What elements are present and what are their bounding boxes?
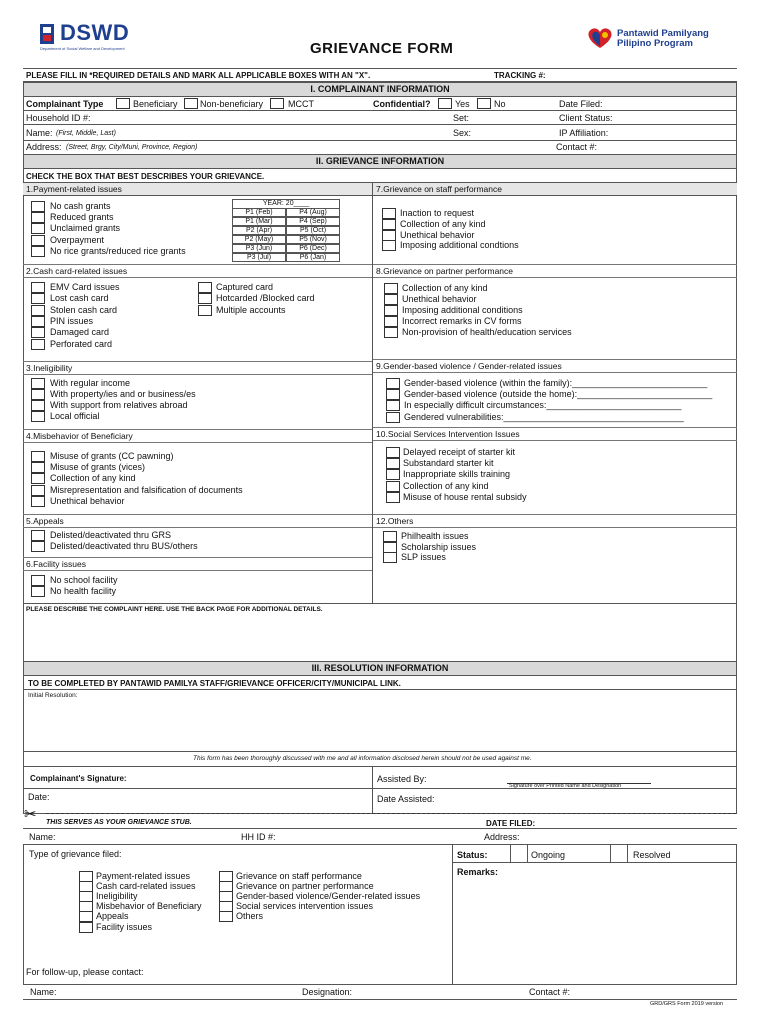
cat10-header: 10.Social Services Intervention Issues bbox=[373, 427, 737, 441]
cat8-checkbox-1[interactable] bbox=[384, 283, 398, 294]
name-hint: (First, Middle, Last) bbox=[56, 130, 116, 137]
cat12-label-2: Scholarship issues bbox=[401, 541, 477, 552]
form-version: GRD/GRS Form 2019 version bbox=[650, 1001, 724, 1007]
stub-remarks-label: Remarks: bbox=[457, 867, 499, 877]
cat1-label-2: Reduced grants bbox=[50, 212, 114, 223]
cat2-checkbox-4[interactable] bbox=[31, 316, 45, 327]
cat7-checkbox-2[interactable] bbox=[382, 219, 396, 230]
dswd-seal-icon bbox=[38, 22, 58, 48]
address-hint: (Street, Brgy, City/Muni, Province, Region) bbox=[66, 144, 198, 151]
cat10-label-5: Misuse of house rental subsidy bbox=[403, 491, 527, 502]
cat10-checkbox-5[interactable] bbox=[386, 492, 400, 503]
cat2-checkbox-2[interactable] bbox=[31, 293, 45, 304]
cat8-checkbox-3[interactable] bbox=[384, 305, 398, 316]
cat12-checkbox-1[interactable] bbox=[383, 531, 397, 542]
cat5-checkbox-1[interactable] bbox=[31, 530, 45, 541]
ip-affiliation-label: IP Affiliation: bbox=[559, 128, 609, 138]
complainant-type-label: Complainant Type bbox=[26, 99, 104, 109]
cat4-checkbox-4[interactable] bbox=[31, 485, 45, 496]
cat10-checkbox-3[interactable] bbox=[386, 469, 400, 480]
cat4-header: 4.Misbehavior of Beneficiary bbox=[23, 429, 372, 443]
cat3-checkbox-2[interactable] bbox=[31, 389, 45, 400]
cat1-header: 1.Payment-related issues bbox=[23, 182, 372, 196]
cat5-label-2: Delisted/deactivated thru BUS/others bbox=[50, 541, 198, 552]
stub-address-label: Address: bbox=[484, 832, 520, 842]
cat8-header: 8.Grievance on partner performance bbox=[373, 264, 737, 278]
cat6-label-2: No health facility bbox=[50, 586, 117, 597]
initial-resolution-area[interactable] bbox=[24, 700, 736, 750]
cat4-label-4: Misrepresentation and falsification of documents bbox=[50, 484, 243, 495]
cat2-checkbox-3[interactable] bbox=[31, 305, 45, 316]
cat3-checkbox-4[interactable] bbox=[31, 411, 45, 422]
cat10-checkbox-1[interactable] bbox=[386, 447, 400, 458]
describe-instruction: PLEASE DESCRIBE THE COMPLAINT HERE. USE THE BACK PAGE FOR ADDITIONAL DETAILS. bbox=[26, 606, 323, 613]
dswd-logo-text: DSWD bbox=[60, 20, 130, 45]
year-label: YEAR: 20____ bbox=[232, 199, 340, 209]
confidential-no-label: No bbox=[494, 99, 506, 109]
cat8-label-3: Imposing additional conditions bbox=[402, 305, 523, 316]
period-cell[interactable]: P6 (Jan) bbox=[286, 253, 340, 262]
beneficiary-checkbox[interactable] bbox=[116, 98, 130, 109]
cat12-label-3: SLP issues bbox=[401, 552, 446, 563]
status-resolved-checkbox[interactable] bbox=[611, 845, 626, 861]
program-name-line1: Pantawid Pamilyang bbox=[617, 28, 709, 39]
cat3-label-3: With support from relatives abroad bbox=[50, 400, 188, 411]
cat4-label-1: Misuse of grants (CC pawning) bbox=[50, 451, 174, 461]
cat9-label-4: Gendered vulnerabilities:____________________________________ bbox=[404, 411, 684, 422]
cat2-label-5: Damaged card bbox=[50, 327, 110, 338]
cat8-label-2: Unethical behavior bbox=[402, 294, 477, 305]
cat12-label-1: Philhealth issues bbox=[401, 531, 469, 541]
section2-header: II. GRIEVANCE INFORMATION bbox=[23, 154, 737, 169]
cat2b-checkbox-1[interactable] bbox=[198, 282, 212, 293]
stub-type-a-label-1: Payment-related issues bbox=[96, 871, 191, 881]
cat2b-checkbox-3[interactable] bbox=[198, 305, 212, 316]
assisted-by-label: Assisted By: bbox=[377, 774, 427, 784]
cat5-checkbox-2[interactable] bbox=[31, 541, 45, 552]
cat9-label-3: In especially difficult circumstances:___________________________ bbox=[404, 400, 682, 411]
cat7-label-2: Collection of any kind bbox=[400, 218, 486, 229]
disclaimer-text: This form has been thoroughly discussed with me and all information disclosed herein should not be used against me. bbox=[193, 755, 532, 762]
cat2-checkbox-1[interactable] bbox=[31, 282, 45, 293]
cat12-checkbox-2[interactable] bbox=[383, 542, 397, 553]
follow-up-designation-label: Designation: bbox=[302, 987, 353, 997]
cat1-checkbox-1[interactable] bbox=[31, 201, 45, 212]
cat2b-label-3: Multiple accounts bbox=[216, 304, 286, 315]
cat12-checkbox-3[interactable] bbox=[383, 552, 397, 563]
cat2-label-6: Perforated card bbox=[50, 338, 113, 349]
cat5-label-1: Delisted/deactivated thru GRS bbox=[50, 530, 172, 540]
cat7-label-4: Imposing additional condtions bbox=[400, 240, 519, 251]
stub-type-b-label-3: Gender-based violence/Gender-related issues bbox=[236, 891, 421, 902]
sex-label: Sex: bbox=[453, 128, 472, 138]
cat10-checkbox-4[interactable] bbox=[386, 481, 400, 492]
cat1-checkbox-5[interactable] bbox=[31, 246, 45, 257]
period-cell[interactable]: P5 (Nov) bbox=[286, 235, 340, 244]
stub-type-label: Type of grievance filed: bbox=[29, 849, 122, 859]
non-beneficiary-checkbox[interactable] bbox=[184, 98, 198, 109]
cat7-header: 7.Grievance on staff performance bbox=[373, 182, 737, 196]
cat4-checkbox-5[interactable] bbox=[31, 496, 45, 507]
beneficiary-label: Beneficiary bbox=[133, 99, 178, 109]
cat9-header: 9.Gender-based violence / Gender-related issues bbox=[373, 359, 737, 373]
cat4-label-2: Misuse of grants (vices) bbox=[50, 462, 146, 473]
stub-type-b-label-5: Others bbox=[236, 911, 264, 922]
cat2-label-4: PIN issues bbox=[50, 315, 94, 326]
confidential-label: Confidential? bbox=[373, 99, 431, 109]
cat2-checkbox-5[interactable] bbox=[31, 327, 45, 338]
cat10-label-3: Inappropriate skills training bbox=[403, 469, 511, 480]
name-label: Name: bbox=[26, 128, 53, 138]
status-ongoing-label: Ongoing bbox=[531, 850, 566, 860]
cat3-checkbox-1[interactable] bbox=[31, 378, 45, 389]
confidential-no-checkbox[interactable] bbox=[477, 98, 491, 109]
follow-up-name-label: Name: bbox=[30, 987, 57, 997]
stub-type-a-label-5: Appeals bbox=[96, 911, 129, 922]
mcct-label: MCCT bbox=[288, 99, 314, 109]
cat1-label-3: Unclaimed grants bbox=[50, 223, 121, 234]
cat1-checkbox-3[interactable] bbox=[31, 223, 45, 234]
stub-type-a-label-2: Cash card-related issues bbox=[96, 881, 196, 892]
cat5-header: 5.Appeals bbox=[23, 514, 372, 528]
cat10-label-2: Substandard starter kit bbox=[403, 458, 494, 469]
section1-header: I. COMPLAINANT INFORMATION bbox=[23, 82, 737, 97]
signature-caption: Signature over Printed Name and Designation bbox=[509, 783, 622, 789]
cat2-label-3: Stolen cash card bbox=[50, 304, 118, 315]
cat8-label-1: Collection of any kind bbox=[402, 283, 488, 293]
cat7-label-3: Unethical behavior bbox=[400, 229, 475, 240]
follow-up-contact-label: Contact #: bbox=[529, 987, 571, 997]
scissors-icon: ✂ bbox=[24, 805, 37, 823]
stub-type-a-checkbox-6[interactable] bbox=[79, 922, 93, 933]
cat10-label-1: Delayed receipt of starter kit bbox=[403, 447, 516, 457]
cat9-label-1: Gender-based violence (within the family):___________________________ bbox=[404, 378, 708, 388]
cat9-checkbox-4[interactable] bbox=[386, 412, 400, 423]
cat9-checkbox-2[interactable] bbox=[386, 389, 400, 400]
cat2b-checkbox-2[interactable] bbox=[198, 293, 212, 304]
cat6-header: 6.Facility issues bbox=[23, 557, 372, 571]
stub-type-b-checkbox-5[interactable] bbox=[219, 911, 233, 922]
cat8-checkbox-4[interactable] bbox=[384, 316, 398, 327]
section3-header: III. RESOLUTION INFORMATION bbox=[23, 661, 737, 676]
complainant-signature-label: Complainant's Signature: bbox=[30, 774, 127, 783]
cat4-checkbox-3[interactable] bbox=[31, 473, 45, 484]
cat2-label-1: EMV Card issues bbox=[50, 282, 120, 292]
cat9-label-2: Gender-based violence (outside the home):___________________________ bbox=[404, 389, 713, 400]
instruction-text: PLEASE FILL IN *REQUIRED DETAILS AND MARK ALL APPLICABLE BOXES WITH AN "X". bbox=[26, 71, 371, 80]
contact-label: Contact #: bbox=[556, 142, 598, 152]
cat3-label-4: Local official bbox=[50, 411, 100, 422]
cat2-label-2: Lost cash card bbox=[50, 293, 109, 304]
set-label: Set: bbox=[453, 113, 470, 123]
mcct-checkbox[interactable] bbox=[270, 98, 284, 109]
status-resolved-label: Resolved bbox=[633, 850, 671, 860]
period-cell[interactable]: P1 (Mar) bbox=[232, 217, 286, 226]
confidential-yes-checkbox[interactable] bbox=[438, 98, 452, 109]
cat1-checkbox-4[interactable] bbox=[31, 235, 45, 246]
stub-title: THIS SERVES AS YOUR GRIEVANCE STUB. bbox=[46, 819, 192, 826]
stub-type-b-label-2: Grievance on partner performance bbox=[236, 881, 374, 892]
cat8-checkbox-5[interactable] bbox=[384, 327, 398, 338]
stub-date-filed-label: DATE FILED: bbox=[486, 819, 536, 828]
period-cell[interactable]: P4 (Aug) bbox=[286, 208, 340, 217]
cat1-label-5: No rice grants/reduced rice grants bbox=[50, 245, 186, 256]
cat8-label-4: Incorrect remarks in CV forms bbox=[402, 316, 522, 327]
cat7-checkbox-3[interactable] bbox=[382, 230, 396, 241]
cat2b-label-2: Hotcarded /Blocked card bbox=[216, 293, 315, 304]
page-title: GRIEVANCE FORM bbox=[310, 40, 454, 57]
cat2b-label-1: Captured card bbox=[216, 282, 274, 292]
dswd-logo-sub: Department of Social Welfare and Development bbox=[40, 46, 125, 51]
non-beneficiary-label: Non-beneficiary bbox=[200, 99, 264, 109]
stub-status-label: Status: bbox=[457, 850, 488, 860]
cat3-checkbox-3[interactable] bbox=[31, 400, 45, 411]
stub-type-b-label-4: Social services intervention issues bbox=[236, 901, 374, 912]
period-cell[interactable]: P6 (Dec) bbox=[286, 244, 340, 253]
date-assisted-label: Date Assisted: bbox=[377, 794, 435, 804]
period-cell[interactable]: P5 (Oct) bbox=[286, 226, 340, 235]
address-label: Address: bbox=[26, 142, 62, 152]
cat10-checkbox-2[interactable] bbox=[386, 458, 400, 469]
follow-up-label: For follow-up, please contact: bbox=[26, 967, 144, 977]
period-cell[interactable]: P1 (Feb) bbox=[232, 208, 286, 217]
period-cell[interactable]: P2 (May) bbox=[232, 235, 286, 244]
cat9-checkbox-3[interactable] bbox=[386, 400, 400, 411]
tracking-label: TRACKING #: bbox=[494, 71, 546, 80]
cat7-label-1: Inaction to request bbox=[400, 208, 475, 218]
cat12-header: 12.Others bbox=[373, 514, 737, 528]
cat1-label-4: Overpayment bbox=[50, 234, 105, 245]
cat4-checkbox-1[interactable] bbox=[31, 451, 45, 462]
date-filed-label: Date Filed: bbox=[559, 99, 603, 109]
cat1-label-1: No cash grants bbox=[50, 201, 111, 211]
program-name-line2: Pilipino Program bbox=[617, 38, 694, 49]
status-ongoing-checkbox[interactable] bbox=[511, 845, 526, 861]
cat8-checkbox-2[interactable] bbox=[384, 294, 398, 305]
stub-type-a-label-6: Facility issues bbox=[96, 921, 153, 932]
period-cell[interactable]: P3 (Jun) bbox=[232, 244, 286, 253]
cat3-label-1: With regular income bbox=[50, 378, 131, 388]
cat2-header: 2.Cash card-related issues bbox=[23, 264, 372, 278]
cat8-label-5: Non-provision of health/education services bbox=[402, 327, 572, 338]
cat7-checkbox-1[interactable] bbox=[382, 208, 396, 219]
confidential-yes-label: Yes bbox=[455, 99, 470, 109]
period-cell[interactable]: P3 (Jul) bbox=[232, 253, 286, 262]
check-instruction: CHECK THE BOX THAT BEST DESCRIBES YOUR GRIEVANCE. bbox=[26, 172, 265, 181]
completed-by-text: TO BE COMPLETED BY PANTAWID PAMILYA STAFF/GRIEVANCE OFFICER/CITY/MUNICIPAL LINK. bbox=[28, 679, 401, 688]
complaint-description-area[interactable] bbox=[24, 614, 736, 660]
stub-hh-id-label: HH ID #: bbox=[241, 832, 276, 842]
cat9-checkbox-1[interactable] bbox=[386, 378, 400, 389]
cat4-label-3: Collection of any kind bbox=[50, 473, 136, 484]
client-status-label: Client Status: bbox=[559, 113, 613, 123]
initial-resolution-label: Initial Resolution: bbox=[28, 692, 78, 699]
cat4-label-5: Unethical behavior bbox=[50, 495, 125, 506]
cat4-checkbox-2[interactable] bbox=[31, 462, 45, 473]
cat6-label-1: No school facility bbox=[50, 575, 118, 585]
cat6-checkbox-2[interactable] bbox=[31, 586, 45, 597]
cat7-checkbox-4[interactable] bbox=[382, 240, 396, 251]
date-label: Date: bbox=[28, 792, 50, 802]
stub-type-b-label-1: Grievance on staff performance bbox=[236, 871, 362, 881]
cat6-checkbox-1[interactable] bbox=[31, 575, 45, 586]
cat2-checkbox-6[interactable] bbox=[31, 339, 45, 350]
household-id-label: Household ID #: bbox=[26, 113, 91, 123]
cat10-label-4: Collection of any kind bbox=[403, 480, 489, 491]
stub-type-a-label-4: Misbehavior of Beneficiary bbox=[96, 901, 202, 912]
period-cell[interactable]: P4 (Sep) bbox=[286, 217, 340, 226]
stub-type-a-label-3: Ineligibility bbox=[96, 891, 138, 902]
heart-logo-icon bbox=[585, 26, 615, 50]
cat1-checkbox-2[interactable] bbox=[31, 212, 45, 223]
period-cell[interactable]: P2 (Apr) bbox=[232, 226, 286, 235]
cat3-label-2: With property/ies and or business/es bbox=[50, 389, 196, 400]
stub-name-label: Name: bbox=[29, 832, 56, 842]
cat3-header: 3.Ineligibility bbox=[23, 361, 372, 375]
